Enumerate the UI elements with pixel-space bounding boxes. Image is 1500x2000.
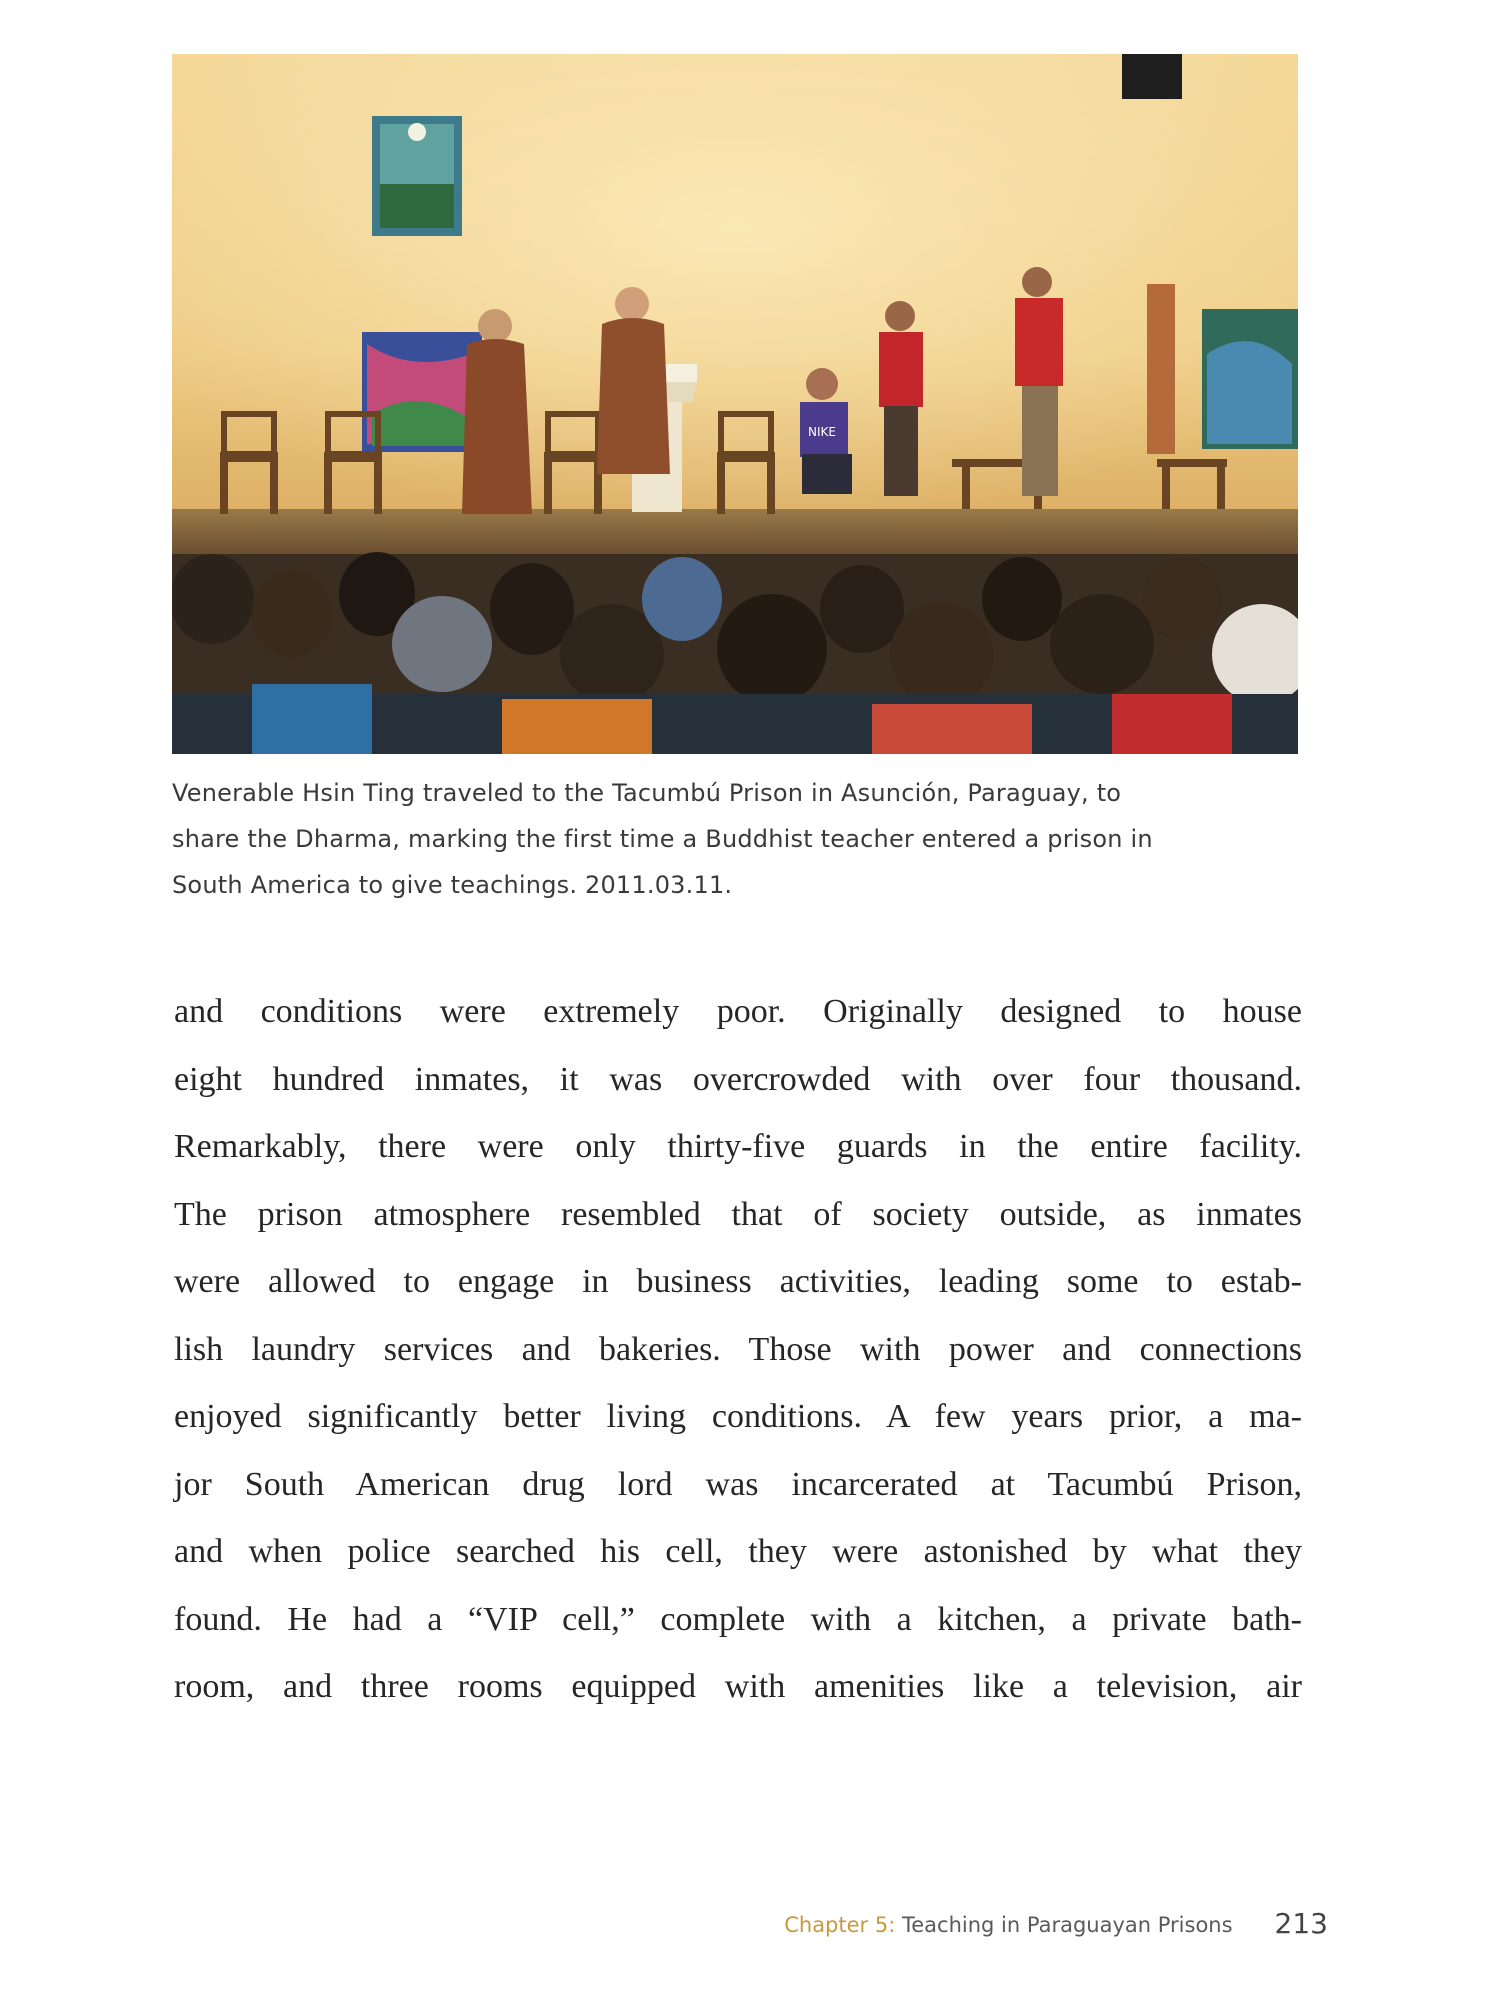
body-line: enjoyed significantly better living conditions. A few years prior, a ma-: [174, 1398, 1302, 1435]
prison-teaching-photo: [172, 54, 1298, 754]
chapter-label: Chapter 5: [784, 1913, 889, 1937]
body-line: jor South American drug lord was incarcerated at Tacumbú Prison,: [174, 1465, 1302, 1503]
photo-illustration: [172, 54, 1298, 754]
caption-line: South America to give teachings. 2011.03.11.: [172, 871, 733, 899]
body-line: and when police searched his cell, they were astonished by what they: [174, 1533, 1302, 1570]
page-footer: [784, 1906, 1328, 1939]
body-line: Remarkably, there were only thirty-five guards in the entire facility.: [174, 1128, 1302, 1165]
body-line: eight hundred inmates, it was overcrowded with over four thousand.: [174, 1060, 1302, 1098]
body-line: room, and three rooms equipped with amenities like a television, air: [174, 1668, 1302, 1705]
body-line: and conditions were extremely poor. Originally designed to house: [174, 993, 1302, 1030]
chapter-title: Teaching in Paraguayan Prisons: [901, 1913, 1233, 1937]
body-line: were allowed to engage in business activities, leading some to estab-: [174, 1263, 1302, 1300]
photo-caption: [172, 770, 1302, 908]
caption-line: share the Dharma, marking the first time a Buddhist teacher entered a prison in: [172, 825, 1153, 853]
page-number: 213: [1274, 1907, 1328, 1940]
shirt-text: NIKE: [808, 425, 836, 439]
body-line: The prison atmosphere resembled that of society outside, as inmates: [174, 1195, 1302, 1233]
body-line: found. He had a “VIP cell,” complete with a kitchen, a private bath-: [174, 1600, 1302, 1638]
body-line: lish laundry services and bakeries. Those with power and connections: [174, 1330, 1302, 1368]
caption-line: Venerable Hsin Ting traveled to the Tacumbú Prison in Asunción, Paraguay, to: [172, 779, 1122, 807]
chapter-separator: :: [888, 1913, 902, 1937]
body-paragraph: [174, 978, 1302, 1721]
